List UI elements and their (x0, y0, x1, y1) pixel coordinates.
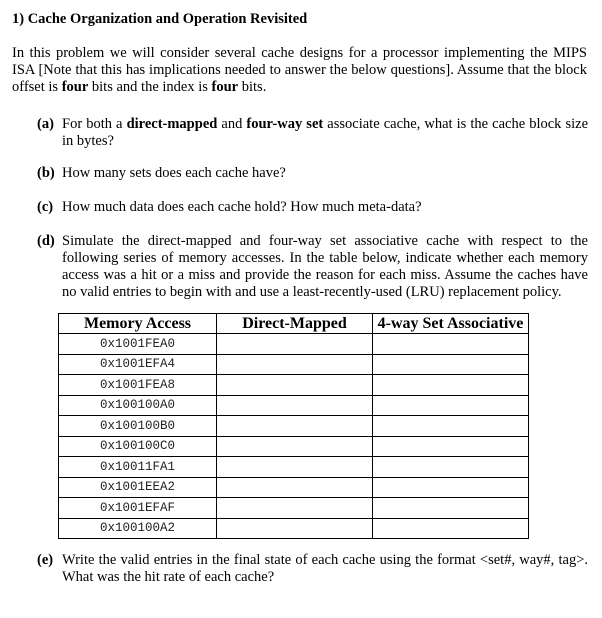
direct-mapped-cell[interactable] (217, 436, 373, 457)
table-row (59, 518, 529, 539)
direct-mapped-cell[interactable] (217, 375, 373, 396)
four-way-cell[interactable] (373, 498, 529, 519)
four-way-cell[interactable] (373, 477, 529, 498)
question-c (37, 199, 588, 216)
table-row (59, 375, 529, 396)
four-way-cell[interactable] (373, 457, 529, 478)
table-row (59, 498, 529, 519)
four-way-cell[interactable] (373, 416, 529, 437)
direct-mapped-cell[interactable] (217, 477, 373, 498)
table-row (59, 334, 529, 355)
question-d-text: Simulate the direct-mapped and four-way set associative cache with respect to the following series of memory accesses. In the table below, indicate whether each memory access was a hit or a miss and provide the reason for each miss. Assume the caches have no valid entries to begin with and use a least-recently-used (LRU) replacement policy. (62, 233, 588, 300)
question-d-label: (d) (37, 233, 55, 249)
question-e-label: (e) (37, 552, 54, 568)
direct-mapped-cell[interactable] (217, 395, 373, 416)
direct-mapped-cell[interactable] (217, 416, 373, 437)
four-way-cell[interactable] (373, 375, 529, 396)
question-c-text: How much data does each cache hold? How much meta-data? (62, 199, 422, 215)
access-address: 0x100100A2 (59, 518, 217, 539)
question-c-label: (c) (37, 199, 54, 215)
question-b-text: How many sets does each cache have? (62, 165, 286, 181)
question-b (37, 165, 588, 182)
header-memory-access: Memory Access (59, 314, 217, 334)
question-e-text: Write the valid entries in the final state of each cache using the format <set#, way#, tag>. What was the hit rate of each cache? (62, 552, 588, 585)
table-row (59, 436, 529, 457)
intro-paragraph: In this problem we will consider several cache designs for a processor implementing the MIPS ISA [Note that this has implications needed to answer the below questions]. Assume that the block offset is four bits and the index is four bits. (12, 45, 587, 95)
four-way-cell[interactable] (373, 334, 529, 355)
header-direct-mapped: Direct-Mapped (217, 314, 373, 334)
four-way-cell[interactable] (373, 518, 529, 539)
table-row (59, 457, 529, 478)
direct-mapped-cell[interactable] (217, 457, 373, 478)
access-address: 0x1001EFAF (59, 498, 217, 519)
question-e (37, 552, 588, 586)
table-row (59, 477, 529, 498)
header-4way: 4-way Set Associative (373, 314, 529, 334)
access-address: 0x10011FA1 (59, 457, 217, 478)
simulation-table (58, 313, 529, 539)
direct-mapped-cell[interactable] (217, 518, 373, 539)
table-row (59, 354, 529, 375)
four-way-cell[interactable] (373, 354, 529, 375)
table-row (59, 395, 529, 416)
access-address: 0x1001FEA0 (59, 334, 217, 355)
direct-mapped-cell[interactable] (217, 334, 373, 355)
question-a (37, 116, 588, 150)
access-address: 0x1001FEA8 (59, 375, 217, 396)
access-address: 0x1001EEA2 (59, 477, 217, 498)
access-address: 0x100100A0 (59, 395, 217, 416)
access-address: 0x100100C0 (59, 436, 217, 457)
direct-mapped-cell[interactable] (217, 498, 373, 519)
problem-heading: 1) Cache Organization and Operation Revisited (12, 11, 308, 27)
question-d (37, 233, 588, 301)
table-header-row (59, 314, 529, 334)
question-a-label: (a) (37, 116, 54, 132)
direct-mapped-cell[interactable] (217, 354, 373, 375)
access-address: 0x100100B0 (59, 416, 217, 437)
question-b-label: (b) (37, 165, 55, 181)
four-way-cell[interactable] (373, 436, 529, 457)
four-way-cell[interactable] (373, 395, 529, 416)
question-a-text: For both a direct-mapped and four-way set associate cache, what is the cache block size in bytes? (62, 116, 589, 149)
access-address: 0x1001EFA4 (59, 354, 217, 375)
table-row (59, 416, 529, 437)
